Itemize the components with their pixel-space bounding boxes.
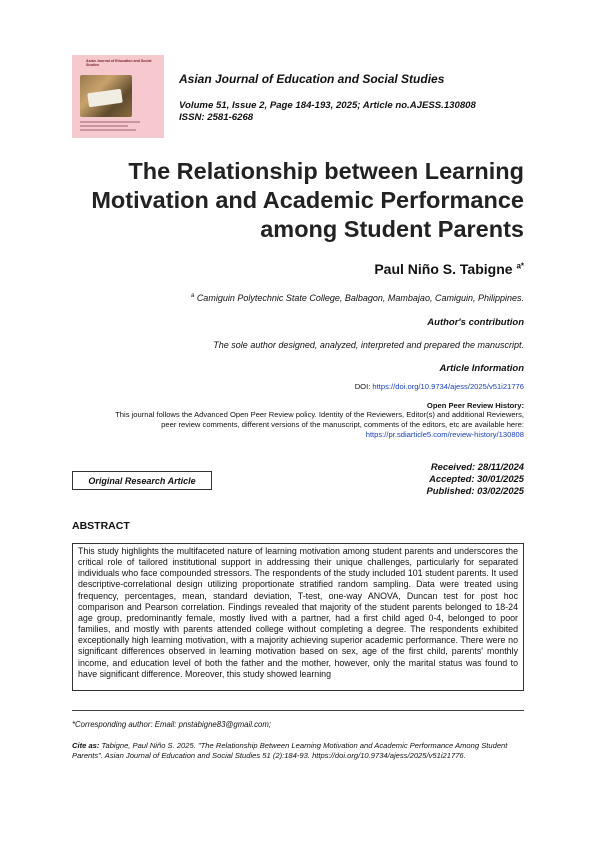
- doi-line: DOI: https://doi.org/10.9734/ajess/2025/v51i21776: [354, 382, 524, 391]
- abstract-heading: ABSTRACT: [72, 520, 130, 532]
- abstract-box: [72, 543, 524, 691]
- article-info-heading: Article Information: [439, 363, 524, 374]
- article-type-badge: Original Research Article: [72, 471, 212, 490]
- article-title: [54, 157, 524, 244]
- received-date: Received: 28/11/2024: [430, 461, 524, 472]
- title-line: The Relationship between Learning: [128, 158, 524, 184]
- volume-line: Volume 51, Issue 2, Page 184-193, 2025; Article no.AJESS.130808: [179, 100, 476, 111]
- contribution-heading: Author's contribution: [427, 317, 524, 328]
- footnote-divider: [72, 710, 524, 711]
- title-line: Motivation and Academic Performance: [91, 187, 524, 213]
- contribution-text: The sole author designed, analyzed, interpreted and prepared the manuscript.: [213, 340, 524, 350]
- accepted-date: Accepted: 30/01/2025: [429, 473, 524, 484]
- issn: ISSN: 2581-6268: [179, 112, 254, 123]
- journal-cover-thumbnail: [72, 55, 164, 138]
- affiliation: $^a$ Camiguin Polytechnic State College, Balbagon, Mambajao, Camiguin, Philippines.: [190, 293, 524, 303]
- title-line: among Student Parents: [260, 216, 524, 242]
- cover-photo: [80, 75, 132, 117]
- peer-review-text: This journal follows the Advanced Open Peer Review policy. Identity of the Reviewers, Editor(s) and additional Reviewers, peer review comments, different versions of the manuscript, comments of the editors, etc are available here: https://pr.sdiarticle5.com/review-history/130808: [64, 410, 524, 439]
- author-name: Paul Niño S. Tabigne $^{a*}$: [374, 261, 524, 277]
- author-superscript: a*: [516, 261, 524, 271]
- cover-title: Asian Journal of Education and Social Studies: [86, 59, 152, 67]
- doi-link[interactable]: https://doi.org/10.9734/ajess/2025/v51i21776: [372, 382, 524, 391]
- article-dates: [427, 461, 524, 497]
- peer-review-link[interactable]: https://pr.sdiarticle5.com/review-history/130808: [365, 429, 524, 439]
- corresponding-author: *Corresponding author: Email: pnstabigne83@gmail.com;: [72, 720, 272, 729]
- cite-label: Cite as:: [72, 741, 100, 750]
- published-date: Published: 03/02/2025: [426, 485, 524, 496]
- citation: [72, 741, 524, 760]
- peer-review-heading: Open Peer Review History:: [426, 401, 524, 410]
- journal-name: Asian Journal of Education and Social Studies: [179, 72, 445, 86]
- cite-text: Tabigne, Paul Niño S. 2025. "The Relationship Between Learning Motivation and Academic Performance Among Student Parents". Asian Journal of Education and Social Studies 51 (2):184-93. https://doi.org/10.9734/ajess/2025/v51i21776.: [72, 741, 508, 760]
- abstract-text: This study highlights the multifaceted nature of learning motivation among student parents and underscores the critical role of tailored institutional support in addressing their unique challenges, particularly for separated individuals who face compounded stressors. The respondents of the study included 101 student parents. It used descriptive-correlational design utilizing proportionate stratified random sampling. Data were treated using frequency, percentages, mean, standard deviation, T-test, one-way ANOVA, Duncan test for post hoc comparison and Pearson correlation. Findings revealed that majority of the student parents belonged to 18-24 age group, predominantly female, mostly lived with a partner, had a first child aged 0-4, belonged to poor families, and mostly with parents attended college without completing a degree. The respondents exhibited exceptionally high learning motivation, with a majority achieving superior academic performance. There were no significant differences observed in learning motivation based on sex, age of the first child, parents' monthly income, and education level of both the father and the mother, however, only the marital status was found to have significant difference. Moreover, this study showed learning: [78, 546, 518, 679]
